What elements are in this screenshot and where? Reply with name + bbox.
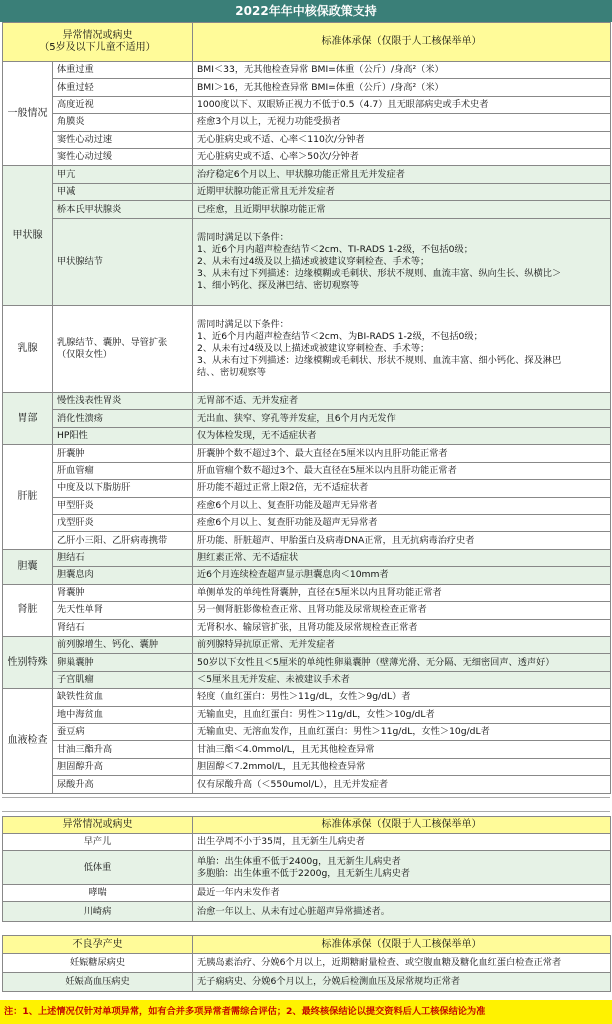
section-gallbladder: 胆囊 <box>3 549 53 584</box>
page-title: 2022年年中核保政策支持 <box>0 0 612 22</box>
section-breast: 乳腺 <box>3 305 53 392</box>
item-cell: 甲亢 <box>53 166 193 183</box>
policy-cell: 最近一年内未发作者 <box>193 885 611 902</box>
header-policy: 标准体承保（仅限于人工核保举单） <box>193 936 611 954</box>
footnote: 注：1、上述情况仅针对单项异常，如有合并多项异常者需综合评估；2、最终核保结论以提交资料后人工核保结论为准 <box>0 1000 612 1024</box>
item-cell: 体重过重 <box>53 61 193 78</box>
policy-cell: 无心脏病史或不适、心率＞50次/分钟者 <box>193 149 611 166</box>
pregnancy-policy-table <box>2 935 611 992</box>
policy-cell: 肝功能、肝脏超声、甲胎蛋白及病毒DNA正常，且无抗病毒治疗史者 <box>193 532 611 549</box>
child-policy-table <box>2 816 611 922</box>
policy-cell: 需同时满足以下条件： 1、近6个月内超声检查结节＜2cm、TI-RADS 1-2级，不包括0级； 2、从未有过4级及以上描述或被建议穿刺检查、手术等； 3、从未有过下列描述：边缘模糊或毛刺状、形状不规则、血流丰富、纵向生长、纵横比＞ 1、细小钙化、探及淋巴结、密切观察等 <box>193 218 611 305</box>
policy-cell: 无胰岛素治疗、分娩6个月以上，近期糖耐量检查、或空腹血糖及糖化血红蛋白检查正常者 <box>193 954 611 973</box>
item-cell: 窦性心动过缓 <box>53 149 193 166</box>
item-cell: 角膜炎 <box>53 114 193 131</box>
table-separator <box>2 797 610 812</box>
policy-cell: 仅有尿酸升高（＜550umol/L），且无并发症者 <box>193 776 611 794</box>
policy-cell: 胆红素正常、无不适症状 <box>193 549 611 566</box>
item-cell: 妊娠高血压病史 <box>3 973 193 992</box>
item-cell: 高度近视 <box>53 96 193 113</box>
item-cell: 窦性心动过速 <box>53 131 193 148</box>
item-cell: 地中海贫血 <box>53 706 193 723</box>
policy-cell: 近期甲状腺功能正常且无并发症者 <box>193 183 611 200</box>
policy-cell: 治疗稳定6个月以上、甲状腺功能正常且无并发症者 <box>193 166 611 183</box>
item-cell: 桥本氏甲状腺炎 <box>53 201 193 218</box>
policy-cell: 近6个月连续检查超声显示胆囊息肉＜10mm者 <box>193 567 611 584</box>
item-cell: 缺铁性贫血 <box>53 689 193 706</box>
policy-cell: 需同时满足以下条件： 1、近6个月内超声检查结节＜2cm、为BI-RADS 1-2级，不包括0级； 2、从未有过4级及以上描述或被建议穿刺检查、手术等； 3、从未有过下列描述：边缘模糊或毛刺状、形状不规则、血流丰富、细小钙化、探及淋巴 结、、密切观察等 <box>193 305 611 392</box>
policy-cell: 胆固醇＜7.2mmol/L，且无其他检查异常 <box>193 758 611 775</box>
policy-cell: 已痊愈，且近期甲状腺功能正常 <box>193 201 611 218</box>
item-cell: 甲状腺结节 <box>53 218 193 305</box>
header-condition: 异常情况或病史 <box>3 817 193 834</box>
policy-cell: 无输血史、无溶血发作，且血红蛋白：男性＞11g/dL，女性＞10g/dL者 <box>193 724 611 741</box>
policy-cell: 痊愈6个月以上、复查肝功能及超声无异常者 <box>193 497 611 514</box>
policy-cell: 轻度（血红蛋白：男性＞11g/dL，女性＞9g/dL）者 <box>193 689 611 706</box>
policy-cell: 无子痫病史、分娩6个月以上，分娩后检测血压及尿常规均正常者 <box>193 973 611 992</box>
policy-cell: 无输血史，且血红蛋白：男性＞11g/dL，女性＞10g/dL者 <box>193 706 611 723</box>
item-cell: 肾囊肿 <box>53 584 193 601</box>
item-cell: 胆固醇升高 <box>53 758 193 775</box>
section-kidney: 肾脏 <box>3 584 53 636</box>
policy-cell: 肝血管瘤个数不超过3个、最大直径在5厘米以内且肝功能正常者 <box>193 462 611 479</box>
policy-cell: 出生孕周不小于35周，且无新生儿病史者 <box>193 834 611 851</box>
item-cell: 乳腺结节、囊肿、导管扩张 （仅限女性） <box>53 305 193 392</box>
policy-cell: 1000度以下、双眼矫正视力不低于0.5（4.7）且无眼部病史或手术史者 <box>193 96 611 113</box>
policy-cell: 单胎：出生体重不低于2400g，且无新生儿病史者 多胞胎：出生体重不低于2200g，且无新生儿病史者 <box>193 851 611 885</box>
policy-cell: 仅为体检发现，无不适症状者 <box>193 427 611 444</box>
policy-cell: 无心脏病史或不适、心率＜110次/分钟者 <box>193 131 611 148</box>
item-cell: 早产儿 <box>3 834 193 851</box>
item-cell: 戊型肝炎 <box>53 514 193 531</box>
item-cell: 先天性单肾 <box>53 602 193 619</box>
policy-cell: BMI＜33，无其他检查异常 BMI=体重（公斤）/身高²（米） <box>193 61 611 78</box>
policy-cell: 另一侧肾脏影像检查正常、且肾功能及尿常规检查正常者 <box>193 602 611 619</box>
item-cell: 慢性浅表性胃炎 <box>53 393 193 410</box>
item-cell: 卵巢囊肿 <box>53 654 193 671</box>
item-cell: 乙肝小三阳、乙肝病毒携带 <box>53 532 193 549</box>
main-policy-table <box>2 22 611 794</box>
policy-cell: 痊愈3个月以上，无视力功能受损者 <box>193 114 611 131</box>
item-cell: 甘油三酯升高 <box>53 741 193 758</box>
section-blood: 血液检查 <box>3 689 53 794</box>
policy-cell: 痊愈6个月以上、复查肝功能及超声无异常者 <box>193 514 611 531</box>
policy-cell: 治愈一年以上、从未有过心脏超声异常描述者。 <box>193 902 611 922</box>
item-cell: 肝血管瘤 <box>53 462 193 479</box>
header-policy: 标准体承保（仅限于人工核保举单） <box>193 817 611 834</box>
item-cell: 哮喘 <box>3 885 193 902</box>
policy-cell: 肝功能不超过正常上限2倍，无不适症状者 <box>193 480 611 497</box>
item-cell: 肾结石 <box>53 619 193 636</box>
item-cell: 低体重 <box>3 851 193 885</box>
item-cell: 甲型肝炎 <box>53 497 193 514</box>
item-cell: 胆结石 <box>53 549 193 566</box>
policy-cell: 单侧单发的单纯性肾囊肿，直径在5厘米以内且肾功能正常者 <box>193 584 611 601</box>
item-cell: 消化性溃疡 <box>53 410 193 427</box>
header-condition: 异常情况或病史 （5岁及以下儿童不适用） <box>3 23 193 62</box>
item-cell: 尿酸升高 <box>53 776 193 794</box>
item-cell: 前列腺增生、钙化、囊肿 <box>53 636 193 653</box>
section-liver: 肝脏 <box>3 445 53 550</box>
policy-cell: ＜5厘米且无并发症、未被建议手术者 <box>193 671 611 688</box>
policy-cell: BMI＞16，无其他检查异常 BMI=体重（公斤）/身高²（米） <box>193 79 611 96</box>
header-condition: 不良孕产史 <box>3 936 193 954</box>
section-thyroid: 甲状腺 <box>3 166 53 305</box>
policy-cell: 肝囊肿个数不超过3个、最大直径在5厘米以内且肝功能正常者 <box>193 445 611 462</box>
policy-cell: 无出血、狭窄、穿孔等并发症，且6个月内无发作 <box>193 410 611 427</box>
item-cell: 体重过轻 <box>53 79 193 96</box>
policy-cell: 无胃部不适、无并发症者 <box>193 393 611 410</box>
policy-cell: 甘油三酯＜4.0mmol/L，且无其他检查异常 <box>193 741 611 758</box>
policy-cell: 无肾积水、输尿管扩张，且肾功能及尿常规检查正常者 <box>193 619 611 636</box>
item-cell: 胆囊息肉 <box>53 567 193 584</box>
item-cell: 川崎病 <box>3 902 193 922</box>
section-stomach: 胃部 <box>3 393 53 445</box>
section-general: 一般情况 <box>3 61 53 166</box>
section-gender: 性别特殊 <box>3 636 53 688</box>
item-cell: HP阳性 <box>53 427 193 444</box>
policy-cell: 前列腺特异抗原正常、无并发症者 <box>193 636 611 653</box>
item-cell: 肝囊肿 <box>53 445 193 462</box>
item-cell: 妊娠糖尿病史 <box>3 954 193 973</box>
policy-cell: 50岁以下女性且＜5厘米的单纯性卵巢囊肿（壁薄光滑、无分隔、无细密回声、透声好） <box>193 654 611 671</box>
item-cell: 中度及以下脂肪肝 <box>53 480 193 497</box>
item-cell: 蚕豆病 <box>53 724 193 741</box>
header-policy: 标准体承保（仅限于人工核保举单） <box>193 23 611 62</box>
item-cell: 子宫肌瘤 <box>53 671 193 688</box>
item-cell: 甲减 <box>53 183 193 200</box>
